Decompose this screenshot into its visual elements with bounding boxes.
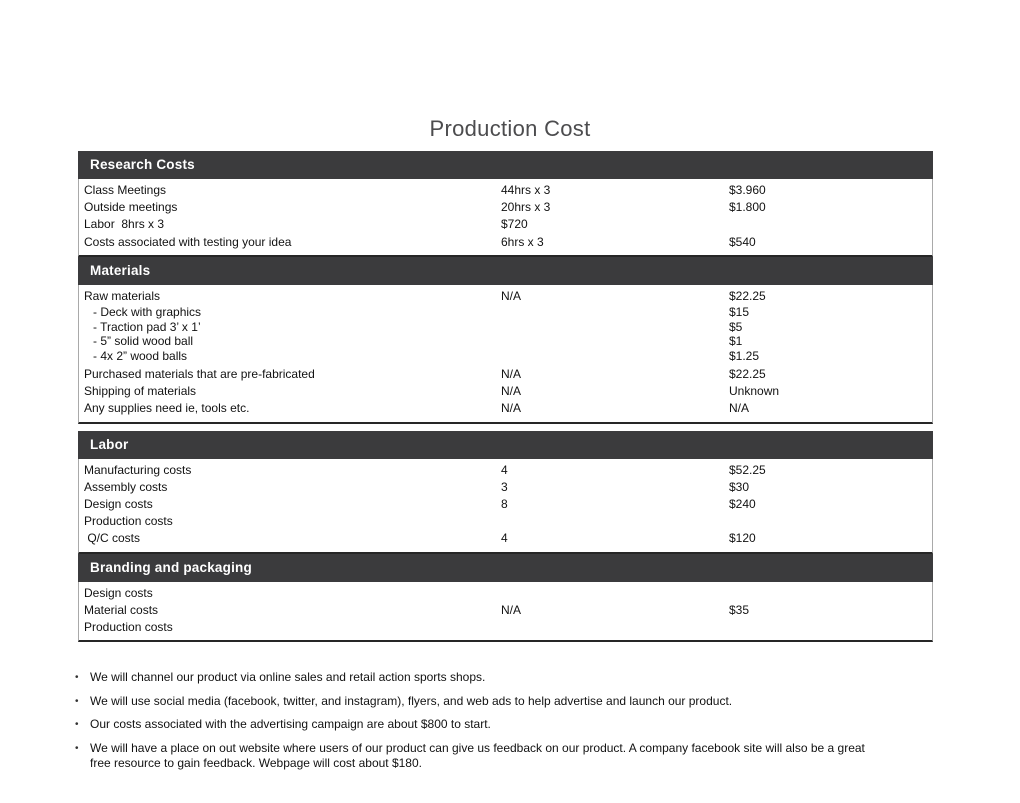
table-section [78, 257, 933, 424]
cell-quantity: N/A [501, 288, 522, 303]
cell-item-label: - 4x 2” wood balls [93, 348, 188, 363]
cell-cost: $30 [729, 479, 750, 494]
cell-item-label: - Traction pad 3’ x 1’ [93, 319, 201, 334]
table-row [79, 585, 932, 602]
table-row [79, 199, 932, 216]
table-row [79, 462, 932, 479]
cell-cost [729, 513, 932, 530]
table-row [79, 513, 932, 530]
table-row [79, 496, 932, 513]
cell-quantity: 3 [501, 479, 508, 494]
table-row [79, 320, 932, 335]
table-row [79, 216, 932, 233]
note-text: We will channel our product via online sales and retail action sports shops. [90, 670, 486, 685]
cell-cost: $540 [729, 234, 756, 249]
table-row [79, 619, 932, 636]
section-header: Research Costs [78, 151, 933, 179]
section-body [78, 285, 933, 424]
cell-item-label: - 5” solid wood ball [93, 334, 194, 349]
cell-quantity: 4 [501, 462, 508, 477]
table-row [79, 182, 932, 199]
page-title: Production Cost [429, 116, 591, 141]
bullet-icon: • [75, 742, 79, 754]
cell-item-label: Purchased materials that are pre-fabricated [84, 367, 315, 382]
cell-item-label: Shipping of materials [84, 384, 197, 399]
cell-cost: $5 [729, 319, 743, 334]
cell-quantity: N/A [501, 367, 522, 382]
note-text: Our costs associated with the advertising campaign are about $800 to start. [90, 717, 491, 732]
cell-cost: $1.800 [729, 200, 766, 215]
cell-quantity [501, 513, 729, 530]
note-item [75, 670, 875, 685]
cost-table [78, 151, 933, 642]
cell-quantity [501, 334, 729, 349]
table-row [79, 234, 932, 251]
cell-cost: $22.25 [729, 288, 766, 303]
section-header: Labor [78, 431, 933, 459]
cell-cost: N/A [729, 401, 750, 416]
table-row [79, 400, 932, 417]
cell-item-label: Design costs [84, 585, 153, 600]
section-header: Materials [78, 257, 933, 285]
cell-cost: $35 [729, 602, 750, 617]
table-row [79, 334, 932, 349]
cell-quantity: $720 [501, 217, 528, 232]
bullet-icon: • [75, 695, 79, 707]
cell-quantity: N/A [501, 401, 522, 416]
table-row [79, 530, 932, 547]
cell-cost [729, 585, 932, 602]
bullet-icon: • [75, 719, 79, 731]
cell-cost [729, 216, 932, 233]
notes-list [75, 670, 875, 771]
cell-cost: Unknown [729, 384, 780, 399]
cell-quantity: 44hrs x 3 [501, 183, 551, 197]
cell-item-label: - Deck with graphics [93, 305, 202, 320]
cell-item-label: Material costs [84, 602, 159, 617]
cell-cost: $3.960 [729, 183, 766, 197]
cell-quantity [501, 619, 729, 636]
cell-item-label: Labor 8hrs x 3 [84, 217, 165, 232]
cell-item-label: Any supplies need ie, tools etc. [84, 401, 250, 416]
cell-item-label: Class Meetings [84, 183, 167, 197]
cell-cost: $120 [729, 531, 756, 546]
cell-item-label: Design costs [84, 497, 153, 512]
table-row [79, 602, 932, 619]
cell-cost: $1 [729, 334, 743, 349]
bullet-icon: • [75, 672, 79, 684]
cell-quantity: N/A [501, 384, 522, 399]
cell-item-label: Assembly costs [84, 479, 168, 494]
cell-quantity: 6hrs x 3 [501, 234, 544, 249]
cell-item-label: Raw materials [84, 288, 161, 303]
cell-cost: $15 [729, 305, 750, 320]
cell-quantity [501, 585, 729, 602]
cell-item-label: Outside meetings [84, 200, 178, 215]
cell-quantity [501, 305, 729, 320]
note-text: We will have a place on out website where users of our product can give us feedback on our product. A company facebook site will also be a great free resource to gain feedback. Webpage will cost about $180. [90, 740, 865, 770]
cell-quantity: 8 [501, 497, 508, 512]
note-item [75, 717, 875, 732]
cell-cost [729, 619, 932, 636]
note-item [75, 694, 875, 709]
cell-item-label: Costs associated with testing your idea [84, 234, 292, 249]
table-row [79, 479, 932, 496]
table-row [79, 305, 932, 320]
section-body [78, 179, 933, 257]
cell-quantity: 4 [501, 531, 508, 546]
cell-quantity [501, 320, 729, 335]
section-body [78, 582, 933, 643]
table-row [79, 288, 932, 305]
table-row [79, 366, 932, 383]
note-text: We will use social media (facebook, twitter, and instagram), flyers, and web ads to help advertise and launch our product. [90, 693, 733, 708]
cell-item-label: Q/C costs [84, 531, 141, 546]
cell-cost: $1.25 [729, 348, 760, 363]
table-row [79, 349, 932, 364]
section-body [78, 459, 933, 554]
table-row [79, 383, 932, 400]
table-section [78, 554, 933, 643]
cell-quantity: N/A [501, 602, 522, 617]
table-section [78, 431, 933, 554]
cell-cost: $22.25 [729, 367, 766, 382]
cell-item-label: Production costs [84, 514, 173, 529]
section-header: Branding and packaging [78, 554, 933, 582]
cell-quantity [501, 349, 729, 364]
cell-cost: $52.25 [729, 462, 766, 477]
cell-quantity: 20hrs x 3 [501, 200, 551, 215]
cell-item-label: Production costs [84, 620, 173, 635]
cell-cost: $240 [729, 497, 756, 512]
table-section [78, 151, 933, 257]
note-item [75, 741, 875, 771]
cell-item-label: Manufacturing costs [84, 462, 192, 477]
